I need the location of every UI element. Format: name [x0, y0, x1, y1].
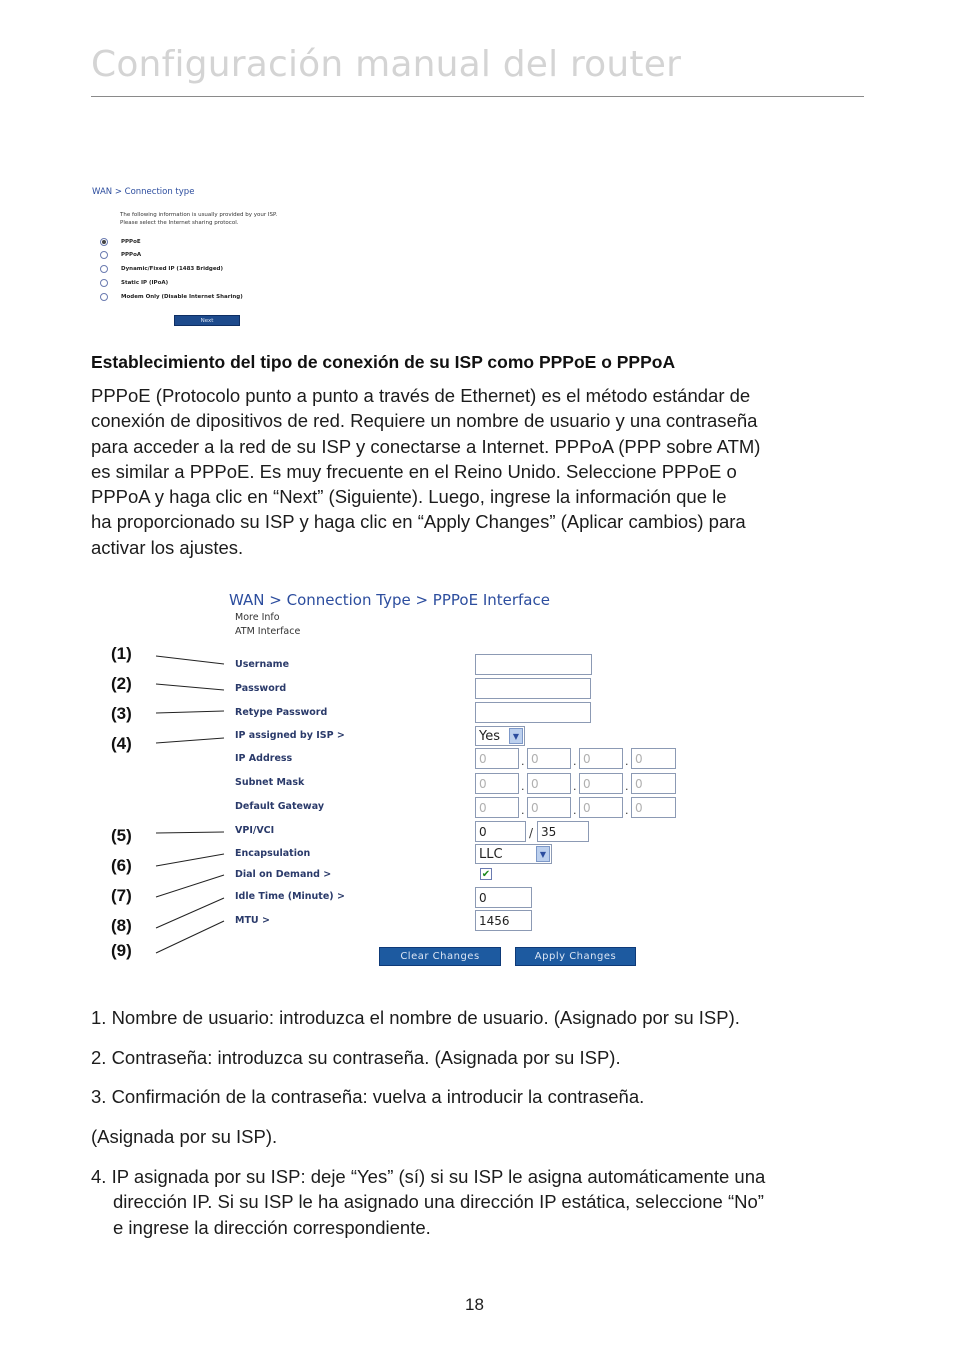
option-pppoa[interactable]: [100, 250, 141, 260]
page-title: Configuración manual del router: [91, 44, 682, 85]
list-item-line: e ingrese la dirección correspondiente.: [113, 1216, 431, 1238]
next-button[interactable]: Next: [174, 315, 240, 326]
idle-time-input[interactable]: 0: [475, 887, 532, 908]
subnet-mask-octet-4[interactable]: 0: [631, 773, 676, 794]
octet-separator: .: [625, 755, 629, 768]
encapsulation-select[interactable]: [475, 844, 552, 864]
username-input[interactable]: [475, 654, 592, 675]
vpi-vci-separator: /: [529, 826, 534, 840]
callout-8: (8): [111, 916, 132, 935]
callout-1: (1): [111, 644, 132, 663]
check-icon: ✔: [481, 868, 491, 880]
gateway-octet-2[interactable]: 0: [527, 797, 571, 818]
option-label: Static IP (IPoA): [121, 280, 169, 286]
octet-separator: .: [625, 804, 629, 817]
default-gateway-label: Default Gateway: [235, 801, 325, 812]
mtu-label[interactable]: MTU >: [235, 915, 270, 926]
pppoe-interface-screenshot: [100, 590, 720, 980]
callout-line: [156, 656, 224, 664]
ip-address-octet-2[interactable]: 0: [527, 748, 571, 769]
list-item: [91, 1164, 765, 1240]
password-label: Password: [235, 683, 287, 694]
info-line: Please select the Internet sharing protocol.: [120, 220, 239, 226]
password-input[interactable]: [475, 678, 591, 699]
radio-icon[interactable]: [100, 251, 108, 259]
paragraph-line: PPPoA y haga clic en “Next” (Siguiente). Luego, ingrese la información que le: [91, 486, 727, 508]
callout-line: [156, 921, 224, 953]
connection-type-info: [120, 211, 277, 227]
vci-input[interactable]: 35: [537, 821, 589, 842]
callout-4: (4): [111, 734, 132, 753]
callout-line: [156, 738, 224, 743]
octet-separator: .: [573, 755, 577, 768]
option-label: Modem Only (Disable Internet Sharing): [121, 294, 243, 300]
page-number: 18: [465, 1295, 484, 1314]
gateway-octet-3[interactable]: 0: [579, 797, 623, 818]
octet-separator: .: [521, 804, 525, 817]
octet-separator: .: [521, 755, 525, 768]
list-item: (Asignada por su ISP).: [91, 1126, 278, 1147]
octet-separator: .: [573, 804, 577, 817]
radio-icon[interactable]: [100, 265, 108, 273]
callout-line: [156, 711, 224, 713]
ip-assigned-value: Yes: [479, 728, 500, 744]
option-label: Dynamic/Fixed IP (1483 Bridged): [121, 266, 224, 272]
ip-address-octet-3[interactable]: 0: [579, 748, 623, 769]
callout-9: (9): [111, 941, 132, 960]
retype-password-input[interactable]: [475, 702, 591, 723]
more-info-link[interactable]: More Info: [235, 612, 280, 623]
radio-selected-icon[interactable]: [100, 238, 108, 246]
username-label: Username: [235, 659, 290, 670]
callout-2: (2): [111, 674, 132, 693]
subnet-mask-octet-3[interactable]: 0: [579, 773, 623, 794]
apply-changes-button[interactable]: Apply Changes: [515, 947, 636, 966]
radio-icon[interactable]: [100, 293, 108, 301]
paragraph-line: es similar a PPPoE. Es muy frecuente en el Reino Unido. Seleccione PPPoE o: [91, 460, 737, 482]
pppoe-breadcrumb[interactable]: WAN > Connection Type > PPPoE Interface: [229, 591, 550, 609]
list-item: 2. Contraseña: introduzca su contraseña. (Asignada por su ISP).: [91, 1047, 621, 1068]
callout-line: [156, 875, 224, 897]
option-pppoe[interactable]: [100, 237, 141, 247]
callout-line: [156, 898, 224, 928]
octet-separator: .: [625, 780, 629, 793]
ip-assigned-select[interactable]: [475, 726, 525, 746]
title-divider: [91, 96, 864, 97]
radio-icon[interactable]: [100, 279, 108, 287]
ip-assigned-label[interactable]: IP assigned by ISP >: [235, 730, 345, 741]
info-line: The following information is usually provided by your ISP.: [120, 212, 278, 218]
vpi-input[interactable]: 0: [475, 821, 526, 842]
retype-password-label: Retype Password: [235, 707, 328, 718]
option-label: PPPoA: [121, 252, 142, 258]
callout-line: [156, 854, 224, 866]
paragraph-line: activar los ajustes.: [91, 536, 244, 558]
chevron-down-icon[interactable]: ▼: [509, 728, 523, 744]
vpi-vci-label: VPI/VCI: [235, 825, 275, 836]
callout-6: (6): [111, 856, 132, 875]
option-static-ip[interactable]: [100, 278, 168, 288]
paragraph-line: conexión de dipositivos de red. Requiere un nombre de usuario y una contraseña: [91, 410, 758, 432]
gateway-octet-1[interactable]: 0: [475, 797, 519, 818]
idle-time-label[interactable]: Idle Time (Minute) >: [235, 891, 345, 902]
list-item: 3. Confirmación de la contraseña: vuelva a introducir la contraseña.: [91, 1086, 645, 1107]
ip-address-label: IP Address: [235, 753, 293, 764]
list-item: 1. Nombre de usuario: introduzca el nombre de usuario. (Asignado por su ISP).: [91, 1007, 740, 1028]
atm-interface-label: ATM Interface: [235, 626, 301, 637]
paragraph-line: ha proporcionado su ISP y haga clic en “Apply Changes” (Aplicar cambios) para: [91, 511, 746, 533]
paragraph-line: para acceder a la red de su ISP y conectarse a Internet. PPPoA (PPP sobre ATM): [91, 435, 761, 457]
option-dynamic-ip[interactable]: [100, 264, 223, 274]
callout-line: [156, 684, 224, 690]
paragraph-line: PPPoE (Protocolo punto a punto a través de Ethernet) es el método estándar de: [91, 385, 751, 406]
list-item-line: 4. IP asignada por su ISP: deje “Yes” (sí) si su ISP le asigna automáticamente una: [91, 1166, 766, 1187]
ip-address-octet-1[interactable]: 0: [475, 748, 519, 769]
callout-7: (7): [111, 886, 132, 905]
callout-5: (5): [111, 826, 132, 845]
subnet-mask-label: Subnet Mask: [235, 777, 305, 788]
dial-on-demand-checkbox[interactable]: [480, 868, 492, 880]
subnet-mask-octet-1[interactable]: 0: [475, 773, 519, 794]
subnet-mask-octet-2[interactable]: 0: [527, 773, 571, 794]
octet-separator: .: [573, 780, 577, 793]
chevron-down-icon[interactable]: ▼: [536, 846, 550, 862]
option-label: PPPoE: [121, 239, 141, 245]
ip-address-octet-4[interactable]: 0: [631, 748, 676, 769]
callout-line: [156, 832, 224, 833]
mtu-input[interactable]: 1456: [475, 910, 532, 931]
gateway-octet-4[interactable]: 0: [631, 797, 676, 818]
connection-type-breadcrumb[interactable]: WAN > Connection type: [92, 187, 195, 197]
encapsulation-label: Encapsulation: [235, 848, 311, 859]
list-item-line: dirección IP. Si su ISP le ha asignado una dirección IP estática, seleccione “No”: [113, 1191, 764, 1213]
dial-on-demand-label[interactable]: Dial on Demand >: [235, 869, 332, 880]
section-heading: Establecimiento del tipo de conexión de su ISP como PPPoE o PPPoA: [91, 352, 676, 372]
intro-paragraph: [91, 383, 861, 560]
option-modem-only[interactable]: [100, 292, 243, 302]
callout-3: (3): [111, 704, 132, 723]
clear-changes-button[interactable]: Clear Changes: [379, 947, 501, 966]
connection-type-screenshot: [92, 186, 352, 331]
octet-separator: .: [521, 780, 525, 793]
encapsulation-value: LLC: [479, 846, 503, 862]
